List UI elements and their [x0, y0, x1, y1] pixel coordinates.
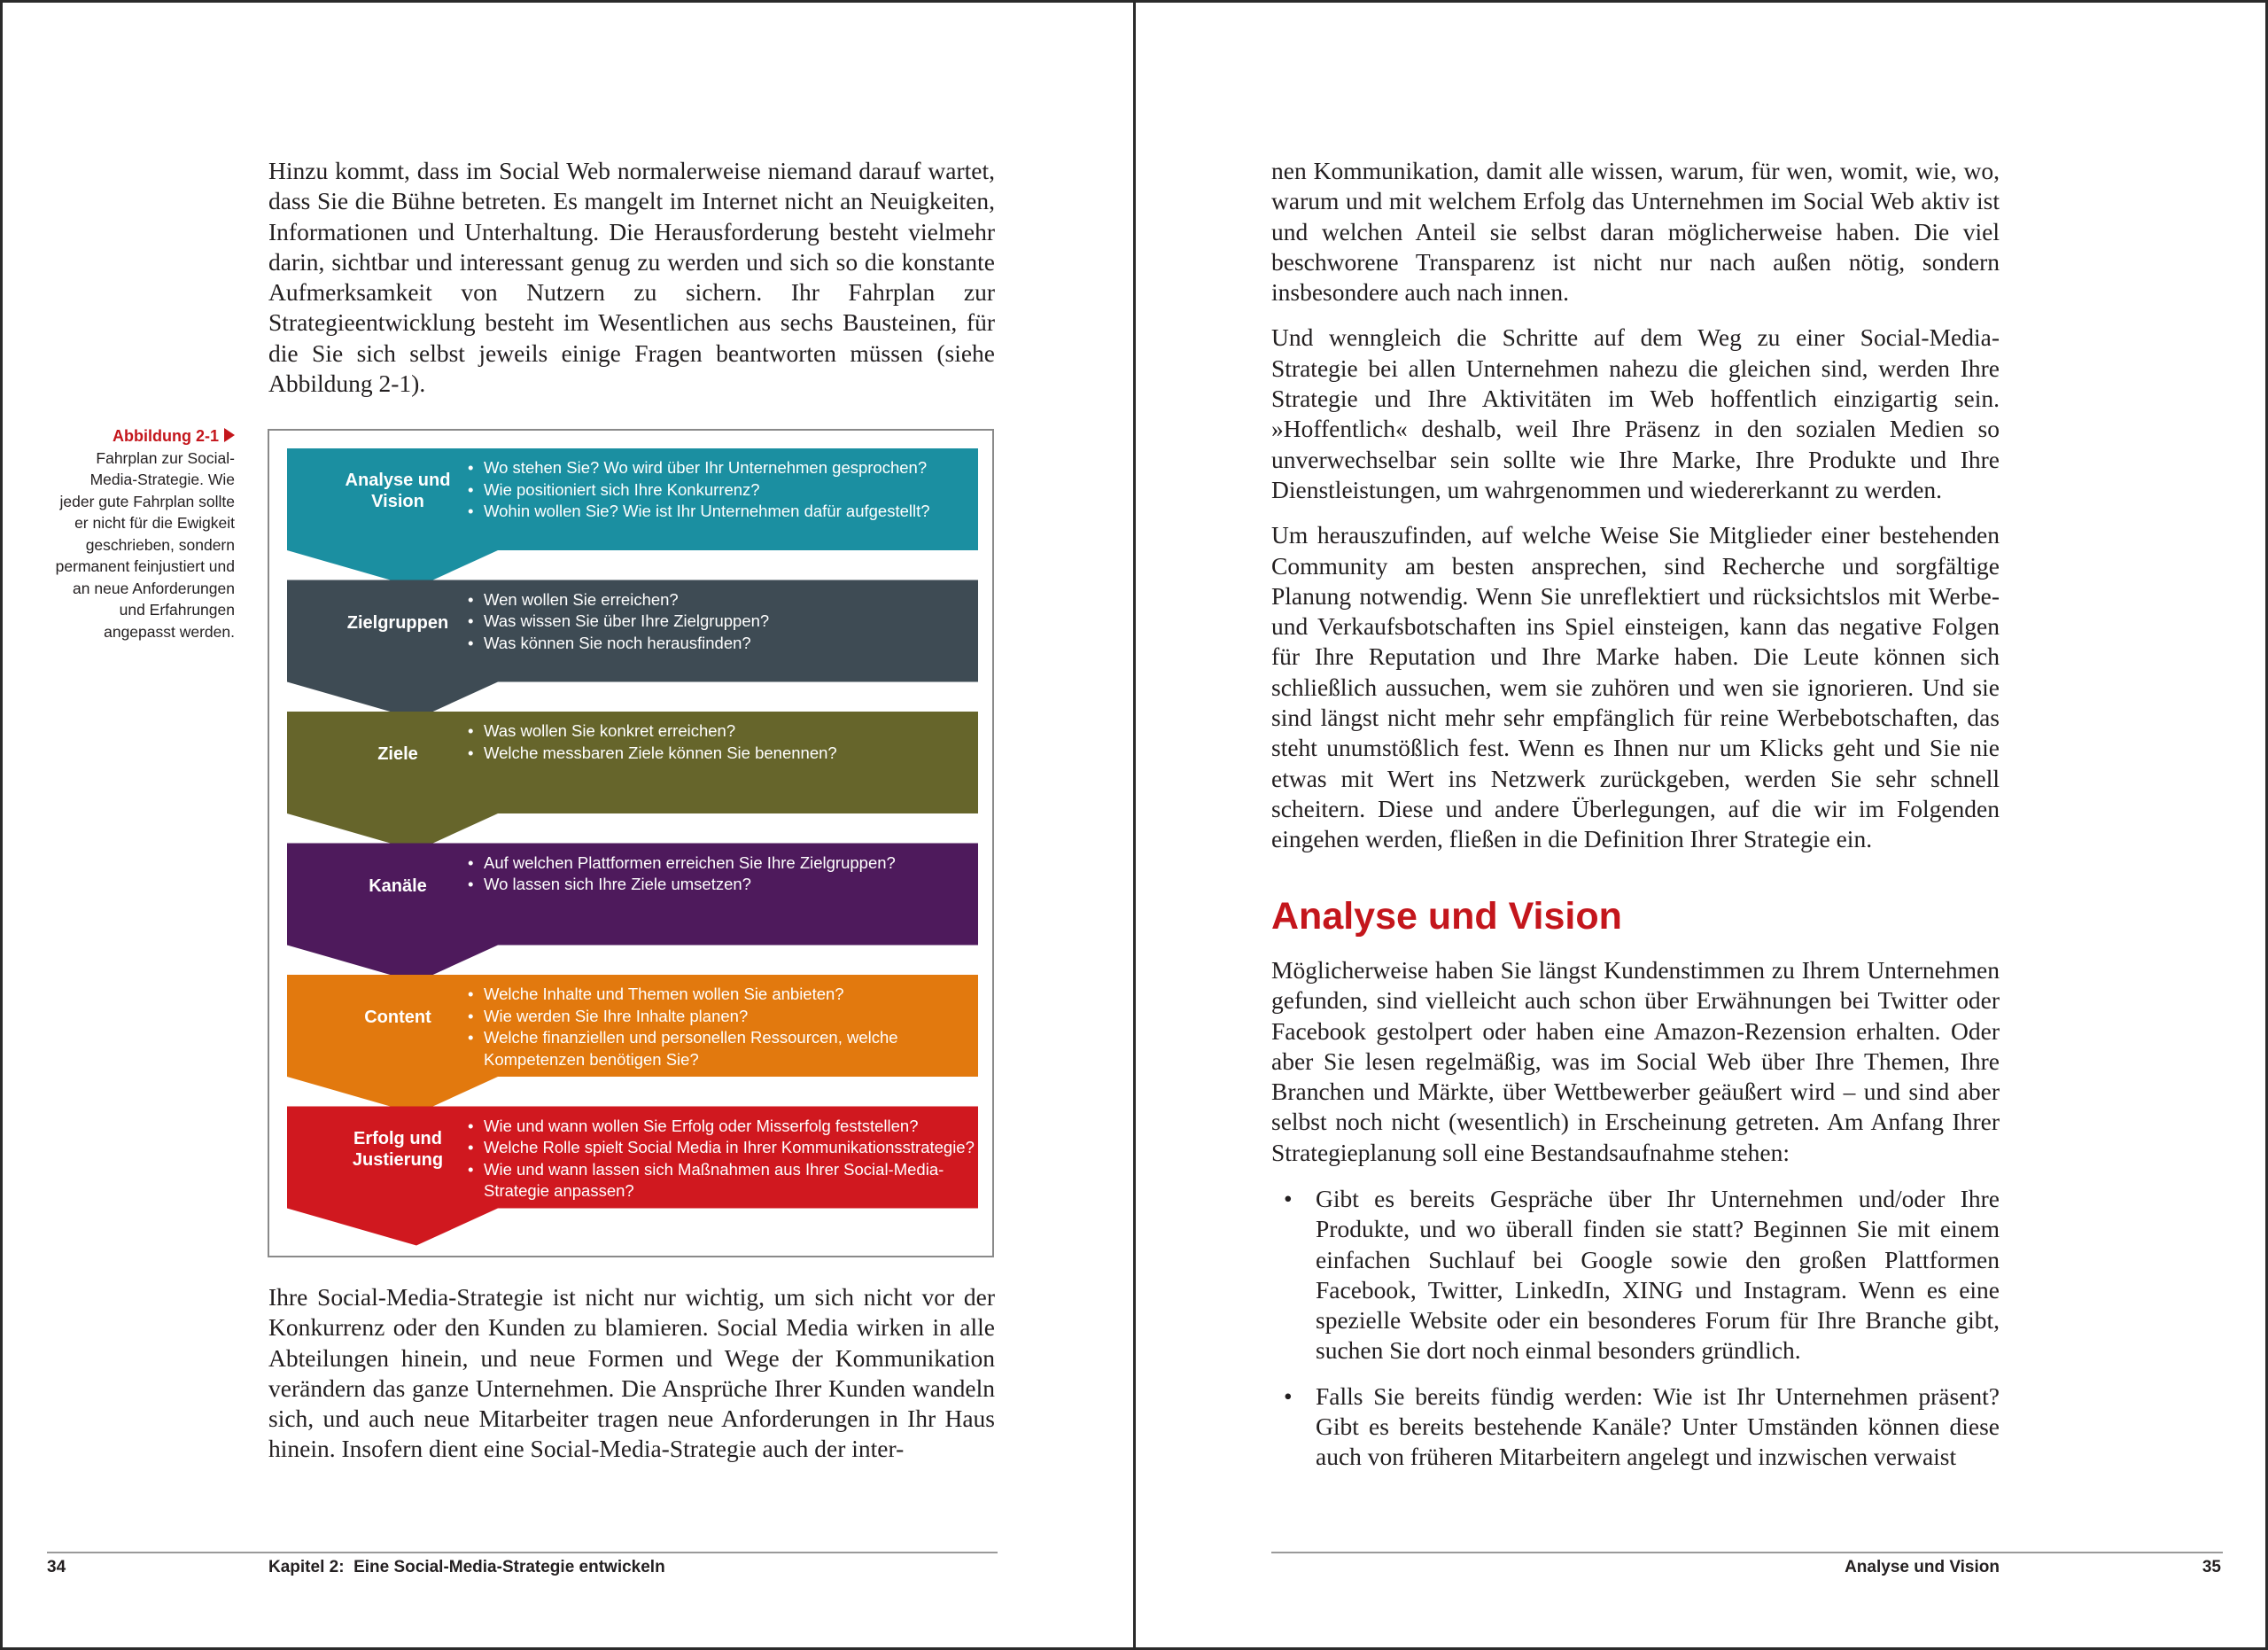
paragraph: nen Kommunikation, damit alle wissen, warum, für wen, womit, wie, wo, warum und mit welchem Erfolg das Unternehmen im Social Web aktiv ist und welchen Anteil sie selbst daran möglicherweise haben. Die viel beschworene Transparenz ist nicht nur nach außen nötig, sondern insbesondere auch nach innen.	[1271, 157, 2000, 307]
paragraph: Ihre Social-Media-Strategie ist nicht nur wichtig, um sich nicht vor der Konkurrenz oder den Kunden zu blamieren. Social Media wirken in alle Abteilungen hinein, und neue Formen und Wege der Kommunikation verändern das ganze Unternehmen. Die Ansprüche Ihrer Kunden wandeln sich, und auch neue Mitarbeiter tragen neue Anforderungen in Ihr Haus hinein. Insofern dient eine Social-Media-Strategie auch der inter-	[268, 1283, 995, 1463]
roadmap-question: • Wie positioniert sich Ihre Konkurrenz?	[466, 479, 989, 502]
list-item	[1271, 1184, 2000, 1366]
roadmap-step-questions	[466, 852, 989, 896]
roadmap-question: • Was wollen Sie konkret erreichen?	[466, 720, 989, 743]
bullet-icon: •	[1284, 1185, 1293, 1212]
right-top-text	[1271, 156, 2000, 855]
roadmap-question: • Wen wollen Sie erreichen?	[466, 589, 989, 611]
list-item-text: Gibt es bereits Gespräche über Ihr Unternehmen und/oder Ihre Produkte, und wo überall finden sie statt? Beginnen Sie mit einem einfachen Suchlauf bei Google sowie den großen Plattformen Facebook, Twitter, LinkedIn, XING und Instagram. Wenn es eine spezielle Website oder ein besonderes Forum für Ihre Branche gibt, suchen Sie dort noch einmal besonders gründlich.	[1316, 1185, 2000, 1365]
roadmap-question: • Welche Rolle spielt Social Media in Ihrer Kommunikationsstrategie?	[466, 1137, 989, 1159]
roadmap-question: • Wohin wollen Sie? Wie ist Ihr Unternehmen dafür aufgestellt?	[466, 501, 989, 523]
roadmap-question: • Welche finanziellen und personellen Ressourcen, welche Kompetenzen benötigen Sie?	[466, 1027, 989, 1070]
running-footer-section: Analyse und Vision	[1845, 1558, 2000, 1576]
right-page	[1136, 0, 2268, 1650]
paragraph: Um herauszufinden, auf welche Weise Sie Mitglieder einer bestehenden Community am besten ansprechen, sind Recherche und sorgfältige Planung notwendig. Wenn Sie unreflektiert und rücksichtslos mit Werbe- und Verkaufsbotschaften ins Spiel einsteigen, kann das negative Folgen für Ihre Reputation und Ihre Marke haben. Die Leute können sich schließlich aussuchen, wem sie zuhören und wen sie ignorieren. Und sie sind längst nicht mehr sehr empfänglich für reine Werbebotschaften, das steht unumstößlich fest. Wenn es Ihnen nur um Klicks geht und Sie nie etwas mit Wert ins Netzwerk zurückgeben, werden Sie sehr schnell scheitern. Diese und andere Überlegungen, auf die wir im Folgenden eingehen werden, fließen in die Definition Ihrer Strategie ein.	[1271, 521, 2000, 853]
roadmap-step-questions	[466, 457, 989, 523]
roadmap-question: • Was wissen Sie über Ihre Zielgruppen?	[466, 611, 989, 633]
roadmap-step-title: Zielgruppen	[346, 612, 449, 633]
footer-rule	[47, 1552, 998, 1553]
list-item	[1271, 1381, 2000, 1473]
section-text	[1271, 955, 2000, 1168]
left-intro-text	[268, 156, 995, 399]
left-page	[0, 0, 1133, 1650]
strategy-roadmap-figure	[268, 429, 994, 1257]
roadmap-step-questions	[466, 984, 989, 1070]
roadmap-question: • Wie und wann wollen Sie Erfolg oder Misserfolg feststellen?	[466, 1116, 989, 1138]
paragraph: Hinzu kommt, dass im Social Web normalerweise niemand darauf wartet, dass Sie die Bühne betreten. Es mangelt im Internet nicht an Neuigkeiten, Informationen und Unterhaltung. Die Herausforderung besteht vielmehr darin, sichtbar und interessant genug zu werden und sich so die konstante Aufmerksamkeit von Nutzern zu sichern. Ihr Fahrplan zur Strategieentwicklung besteht im Wesentlichen aus sechs Bausteinen, für die Sie sich selbst jeweils einige Fragen beantworten müssen (siehe Abbildung 2-1).	[268, 157, 995, 398]
figure-label-text: Abbildung 2-1	[113, 427, 219, 445]
roadmap-step-title: Kanäle	[369, 876, 427, 896]
roadmap-step-title: Ziele	[377, 744, 418, 764]
running-footer-chapter: Kapitel 2: Eine Social-Media-Strategie entwickeln	[268, 1558, 665, 1576]
list-item-text: Falls Sie bereits fündig werden: Wie ist Ihr Unternehmen präsent? Gibt es bereits bestehende Kanäle? Unter Umständen können diese auch von früheren Mitarbeitern angelegt und inzwischen verwaist	[1316, 1381, 2000, 1471]
paragraph: Möglicherweise haben Sie längst Kundenstimmen zu Ihrem Unternehmen gefunden, sind vielleicht auch schon über Erwähnungen bei Twitter oder Facebook gestolpert oder haben eine Amazon-Rezension erhalten. Oder aber Sie lesen regelmäßig, was im Social Web über Ihre Themen, Ihre Branchen und Märkte, über Wettbewerber geäußert wird – und sind aber selbst noch nicht (wesentlich) in Erscheinung getreten. Am Anfang Ihrer Strategieplanung soll eine Bestandsaufnahme stehen:	[1271, 956, 2000, 1166]
left-after-figure-text	[268, 1282, 995, 1465]
roadmap-question: • Wo lassen sich Ihre Ziele umsetzen?	[466, 874, 989, 896]
footer-rule	[1271, 1552, 2223, 1553]
section-heading: Analyse und Vision	[1271, 895, 1622, 938]
caption-text: Fahrplan zur Social-Media-Strategie. Wie jeder gute Fahrplan sollte er nicht für die Ewigkeit geschrieben, sondern permanent feinjustiert und an neue Anforderungen und Erfahrungen angepasst werden.	[55, 448, 235, 641]
roadmap-step-questions	[466, 589, 989, 655]
roadmap-step-title: Analyse und Vision	[345, 471, 451, 511]
roadmap-question: • Was können Sie noch herausfinden?	[466, 633, 989, 655]
roadmap-question: • Welche Inhalte und Themen wollen Sie anbieten?	[466, 984, 989, 1006]
roadmap-question: • Welche messbaren Ziele können Sie benennen?	[466, 743, 989, 765]
roadmap-question: • Auf welchen Plattformen erreichen Sie Ihre Zielgruppen?	[466, 852, 989, 875]
roadmap-question: • Wie werden Sie Ihre Inhalte planen?	[466, 1006, 989, 1028]
roadmap-step-questions	[466, 720, 989, 764]
bullet-list	[1271, 1184, 2000, 1473]
bullet-icon: •	[1284, 1381, 1293, 1410]
page-number: 35	[2202, 1558, 2221, 1576]
roadmap-question: • Wo stehen Sie? Wo wird über Ihr Unternehmen gesprochen?	[466, 457, 989, 479]
roadmap-question: • Wie und wann lassen sich Maßnahmen aus Ihrer Social-Media-Strategie anpassen?	[466, 1159, 989, 1202]
paragraph: Und wenngleich die Schritte auf dem Weg zu einer Social-Media-Strategie bei allen Unternehmen nahezu die gleichen sind, werden Ihre Strategie und Ihre Aktivitäten im Web hoffentlich einzigartig sein. »Hoffentlich« deshalb, weil Ihre Präsenz in den sozialen Medien so unverwechselbar sein sollte wie Ihre Marke, Ihre Produkte und Ihre Dienstleistungen, um wahrgenommen und wiedererkannt zu werden.	[1271, 323, 2000, 503]
triangle-right-icon	[224, 428, 235, 442]
figure-label	[53, 425, 235, 448]
roadmap-step-title: Erfolg und Justierung	[352, 1128, 444, 1170]
figure-caption	[53, 425, 235, 642]
roadmap-step-questions	[466, 1116, 989, 1202]
page-number: 34	[47, 1558, 66, 1576]
roadmap-step-title: Content	[364, 1008, 431, 1027]
